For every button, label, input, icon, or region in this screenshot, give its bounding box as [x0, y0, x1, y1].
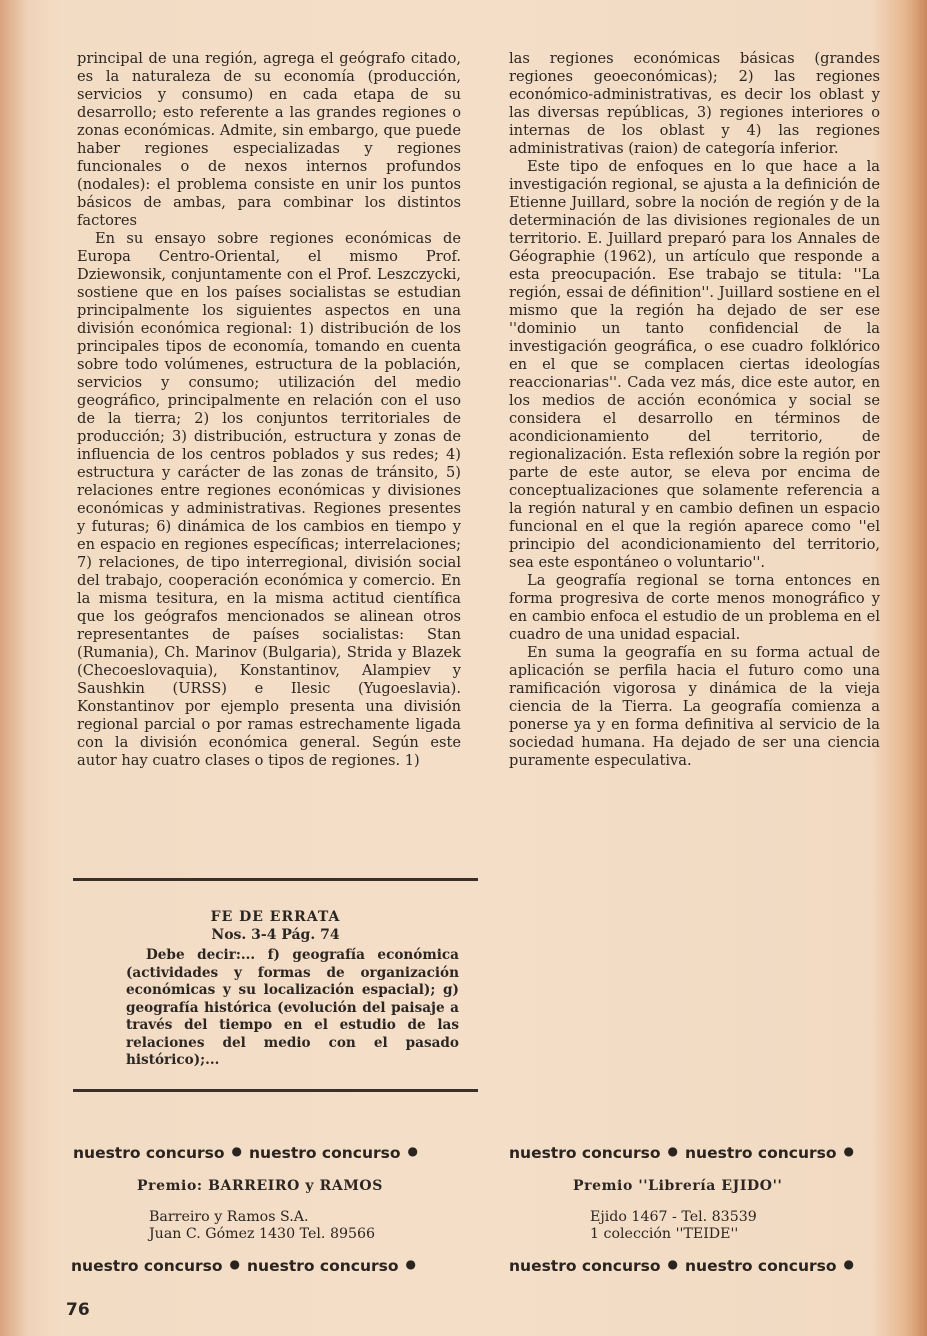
errata-text-block: [126, 947, 459, 1070]
paragraph: principal de una región, agrega el geógrafo citado, es la naturaleza de su economía (producción, servicios y consumo) en cada etapa de su desarrollo; esto referente a las grandes regiones o zonas económicas. Admite, sin embargo, que puede haber regiones especializadas y regiones funcionales o de nexos internos profundos (nodales): el problema consiste en unir los puntos básicos de ambas, para combinar los distintos factores: [77, 50, 461, 229]
contest-label: nuestro concurso: [685, 1144, 837, 1162]
bullet-icon: ●: [407, 1144, 419, 1158]
bullet-icon: ●: [843, 1144, 855, 1158]
contest-banner-left-bottom: [71, 1257, 423, 1275]
prize-address-left-2: Juan C. Gómez 1430 Tel. 89566: [149, 1226, 376, 1242]
bullet-icon: ●: [667, 1257, 679, 1271]
bullet-icon: ●: [229, 1257, 241, 1271]
errata-text: Debe decir:... f) geografía económica (actividades y formas de organización económicas y su localización espacial); g) geografía histórica (evolución del paisaje a través del tiempo en el estudio de las relaciones del medio con el pasado histórico);...: [126, 947, 459, 1068]
prize-address-right-2: 1 colección ''TEIDE'': [590, 1226, 739, 1242]
contest-label: nuestro concurso: [73, 1144, 225, 1162]
errata-box: [73, 878, 478, 1092]
paragraph: En su ensayo sobre regiones económicas de Europa Centro-Oriental, el mismo Prof. Dziewonsik, conjuntamente con el Prof. Leszczycki, sostiene que en los países socialistas se estudian principalmente los siguientes aspectos en una división económica regional: 1) distribución de los principales tipos de economía, tomando en cuenta sobre todo volúmenes, estructura de la población, servicios y consumo; utilización del medio geográfico, principalmente en relación con el uso de la tierra; 2) los conjuntos territoriales de producción; 3) distribución, estructura y zonas de influencia de los centros poblados y sus redes; 4) estructura y carácter de las zonas de tránsito, 5) relaciones entre regiones económicas y divisiones económicas y administrativas. Regiones presentes y futuras; 6) dinámica de los cambios en tiempo y en espacio en regiones específicas; interrelaciones; 7) relaciones, de tipo interregional, división social del trabajo, cooperación económica y comercio. En la misma tesitura, en la misma actitud científica que los geógrafos mencionados se alinean otros representantes de países socialistas: Stan (Rumania), Ch. Marinov (Bulgaria), Strida y Blazek (Checoeslovaquia), Konstantinov, Alampiev y Saushkin (URSS) e Ilesic (Yugoeslavia). Konstantinov por ejemplo presenta una división regional parcial o por ramas estrechamente ligada con la división económica general. Según este autor hay cuatro clases o tipos de regiones. 1): [77, 230, 461, 769]
bullet-icon: ●: [843, 1257, 855, 1271]
contest-label: nuestro concurso: [509, 1257, 661, 1275]
errata-title: FE DE ERRATA: [210, 909, 341, 925]
errata-reference: Nos. 3-4 Pág. 74: [211, 927, 340, 943]
paragraph: Este tipo de enfoques en lo que hace a la investigación regional, se ajusta a la definición de Etienne Juillard, sobre la noción de región y de la determinación de las divisiones regionales de un territorio. E. Juillard preparó para los Annales de Géographie (1962), un artículo que responde a esta preocupación. Ese trabajo se titula: ''La región, essai de définition''. Juillard sostiene en el mismo que la región ha dejado de ser ese ''dominio un tanto confidencial de la investigación geográfica, o ese cuadro folklórico en el que se complacen ciertas ideologías reaccionarias''. Cada vez más, dice este autor, en los medios de acción económica y social se considera el desarrollo en términos de acondicionamiento del territorio, de regionalización. Esta reflexión sobre la región por parte de este autor, se eleva por encima de conceptualizaciones que solamente referencia a la región natural y en cambio definen un espacio funcional en el que la región aparece como ''el principio del acondicionamiento del territorio, sea este espontáneo o voluntario''.: [509, 158, 881, 571]
paragraph: las regiones económicas básicas (grandes regiones geoeconómicas); 2) las regiones económico-administrativas, es decir los oblast y las diversas repúblicas, 3) regiones interiores o internas de los oblast y 4) las regiones administrativas (raion) de categoría inferior.: [509, 50, 880, 157]
paragraph: La geografía regional se torna entonces en forma progresiva de corte menos monográfico y en cambio enfoca el estudio de un problema en el cuadro de una unidad espacial.: [509, 572, 880, 643]
page-number: 76: [66, 1300, 90, 1320]
paragraph: En suma la geografía en su forma actual de aplicación se perfila hacia el futuro como una ramificación vigorosa y dinámica de la vieja ciencia de la Tierra. La geografía comienza a ponerse ya y en forma definitiva al servicio de la sociedad humana. Ha dejado de ser una ciencia puramente especulativa.: [509, 644, 880, 769]
prize-address-right-1: Ejido 1467 - Tel. 83539: [590, 1209, 757, 1225]
contest-label: nuestro concurso: [249, 1144, 401, 1162]
right-text-column: [509, 50, 880, 770]
prize-title-left: Premio: BARREIRO y RAMOS: [137, 1178, 383, 1194]
prize-address-left-1: Barreiro y Ramos S.A.: [149, 1209, 309, 1225]
contest-banner-left-top: [73, 1144, 425, 1162]
bullet-icon: ●: [405, 1257, 417, 1271]
contest-label: nuestro concurso: [247, 1257, 399, 1275]
contest-label: nuestro concurso: [509, 1144, 661, 1162]
contest-banner-right-top: [509, 1144, 861, 1162]
left-text-column: [77, 50, 461, 770]
prize-title-right: Premio ''Librería EJIDO'': [573, 1178, 783, 1194]
contest-label: nuestro concurso: [71, 1257, 223, 1275]
contest-label: nuestro concurso: [685, 1257, 837, 1275]
contest-banner-right-bottom: [509, 1257, 861, 1275]
bullet-icon: ●: [231, 1144, 243, 1158]
bullet-icon: ●: [667, 1144, 679, 1158]
